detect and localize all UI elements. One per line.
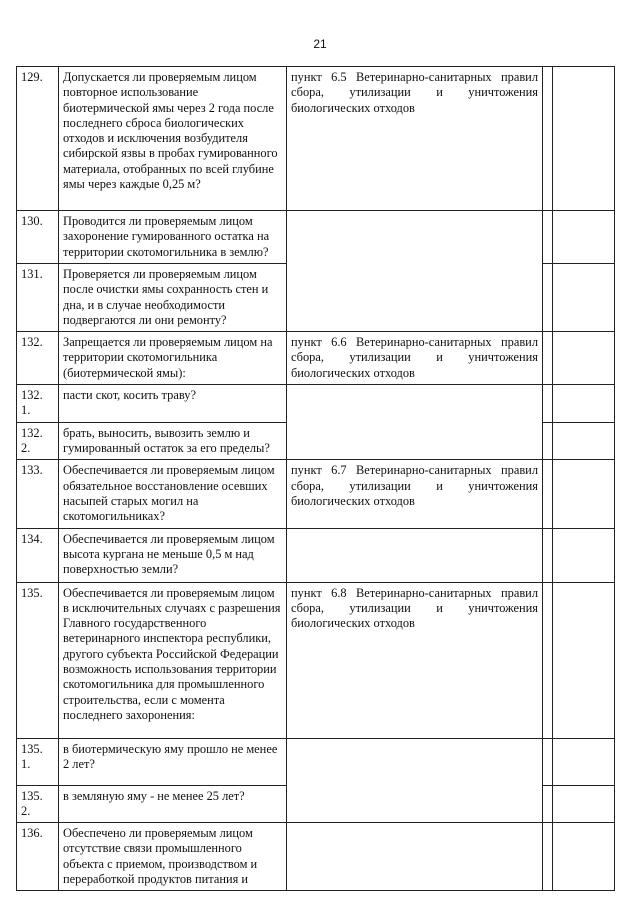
question-text: Обеспечивается ли проверяемым лицом обязательное восстановление осевших насыпей старых могил на скотомогильниках? bbox=[59, 460, 287, 528]
row-number: 129. bbox=[17, 67, 59, 211]
answer-cell bbox=[543, 785, 553, 823]
note-cell bbox=[553, 385, 615, 423]
question-text: Проводится ли проверяемым лицом захоронение гумированного остатка на территории скотомогильника в землю? bbox=[59, 211, 287, 264]
note-cell bbox=[553, 211, 615, 264]
table-row bbox=[17, 582, 615, 738]
note-cell bbox=[553, 264, 615, 332]
row-number: 132. 2. bbox=[17, 422, 59, 460]
row-number: 136. bbox=[17, 823, 59, 891]
legal-reference bbox=[287, 528, 543, 582]
note-cell bbox=[553, 422, 615, 460]
row-number: 135. bbox=[17, 582, 59, 738]
legal-reference bbox=[287, 264, 543, 332]
question-text: Обеспечивается ли проверяемым лицом высота кургана не меньше 0,5 м над поверхностью земли? bbox=[59, 528, 287, 582]
legal-reference bbox=[287, 823, 543, 891]
question-text: Проверяется ли проверяемым лицом после очистки ямы сохранность стен и дна, и в случае необходимости подвергаются ли они ремонту? bbox=[59, 264, 287, 332]
legal-reference bbox=[287, 785, 543, 823]
note-cell bbox=[553, 528, 615, 582]
table-row bbox=[17, 460, 615, 528]
question-text: Обеспечивается ли проверяемым лицом в исключительных случаях с разрешения Главного государственного ветеринарного инспектора республики, другого субъекта Российской Федерации возможность использования территории скотомогильника для промышленного строительства, если с момента последнего захоронения: bbox=[59, 582, 287, 738]
row-number: 132. 1. bbox=[17, 385, 59, 423]
note-cell bbox=[553, 785, 615, 823]
legal-reference: пункт 6.6 Ветеринарно-санитарных правил сбора, утилизации и уничтожения биологических отходов bbox=[287, 332, 543, 385]
answer-cell bbox=[543, 67, 553, 211]
table-row bbox=[17, 211, 615, 264]
legal-reference: пункт 6.7 Ветеринарно-санитарных правил сбора, утилизации и уничтожения биологических отходов bbox=[287, 460, 543, 528]
answer-cell bbox=[543, 460, 553, 528]
answer-cell bbox=[543, 422, 553, 460]
row-number: 131. bbox=[17, 264, 59, 332]
legal-reference bbox=[287, 422, 543, 460]
question-text: Обеспечено ли проверяемым лицом отсутствие связи промышленного объекта с приемом, производством и переработкой продуктов питания и bbox=[59, 823, 287, 891]
note-cell bbox=[553, 738, 615, 785]
table-row bbox=[17, 422, 615, 460]
note-cell bbox=[553, 582, 615, 738]
question-text: Допускается ли проверяемым лицом повторное использование биотермической ямы через 2 года после последнего сброса биологических отходов и исключения возбудителя сибирской язвы в пробах гумированного материала, отобранных по всей глубине ямы через каждые 0,25 м? bbox=[59, 67, 287, 211]
note-cell bbox=[553, 460, 615, 528]
table-row bbox=[17, 385, 615, 423]
table-row bbox=[17, 785, 615, 823]
legal-reference bbox=[287, 385, 543, 423]
row-number: 133. bbox=[17, 460, 59, 528]
row-number: 130. bbox=[17, 211, 59, 264]
note-cell bbox=[553, 67, 615, 211]
question-text: Запрещается ли проверяемым лицом на территории скотомогильника (биотермической ямы): bbox=[59, 332, 287, 385]
page-number: 21 bbox=[313, 37, 327, 51]
table-row bbox=[17, 738, 615, 785]
question-text: в биотермическую яму прошло не менее 2 лет? bbox=[59, 738, 287, 785]
note-cell bbox=[553, 332, 615, 385]
answer-cell bbox=[543, 264, 553, 332]
legal-reference bbox=[287, 738, 543, 785]
question-text: пасти скот, косить траву? bbox=[59, 385, 287, 423]
answer-cell bbox=[543, 211, 553, 264]
row-number: 135. 1. bbox=[17, 738, 59, 785]
row-number: 135. 2. bbox=[17, 785, 59, 823]
legal-reference: пункт 6.5 Ветеринарно-санитарных правил сбора, утилизации и уничтожения биологических отходов bbox=[287, 67, 543, 211]
question-text: брать, выносить, вывозить землю и гумированный остаток за его пределы? bbox=[59, 422, 287, 460]
row-number: 132. bbox=[17, 332, 59, 385]
table-row bbox=[17, 332, 615, 385]
note-cell bbox=[553, 823, 615, 891]
question-text: в земляную яму - не менее 25 лет? bbox=[59, 785, 287, 823]
legal-reference: пункт 6.8 Ветеринарно-санитарных правил сбора, утилизации и уничтожения биологических отходов bbox=[287, 582, 543, 738]
table-row bbox=[17, 823, 615, 891]
answer-cell bbox=[543, 738, 553, 785]
checklist-table bbox=[16, 66, 615, 891]
table-row bbox=[17, 67, 615, 211]
answer-cell bbox=[543, 582, 553, 738]
legal-reference bbox=[287, 211, 543, 264]
answer-cell bbox=[543, 823, 553, 891]
answer-cell bbox=[543, 528, 553, 582]
answer-cell bbox=[543, 332, 553, 385]
answer-cell bbox=[543, 385, 553, 423]
row-number: 134. bbox=[17, 528, 59, 582]
table-row bbox=[17, 528, 615, 582]
table-row bbox=[17, 264, 615, 332]
